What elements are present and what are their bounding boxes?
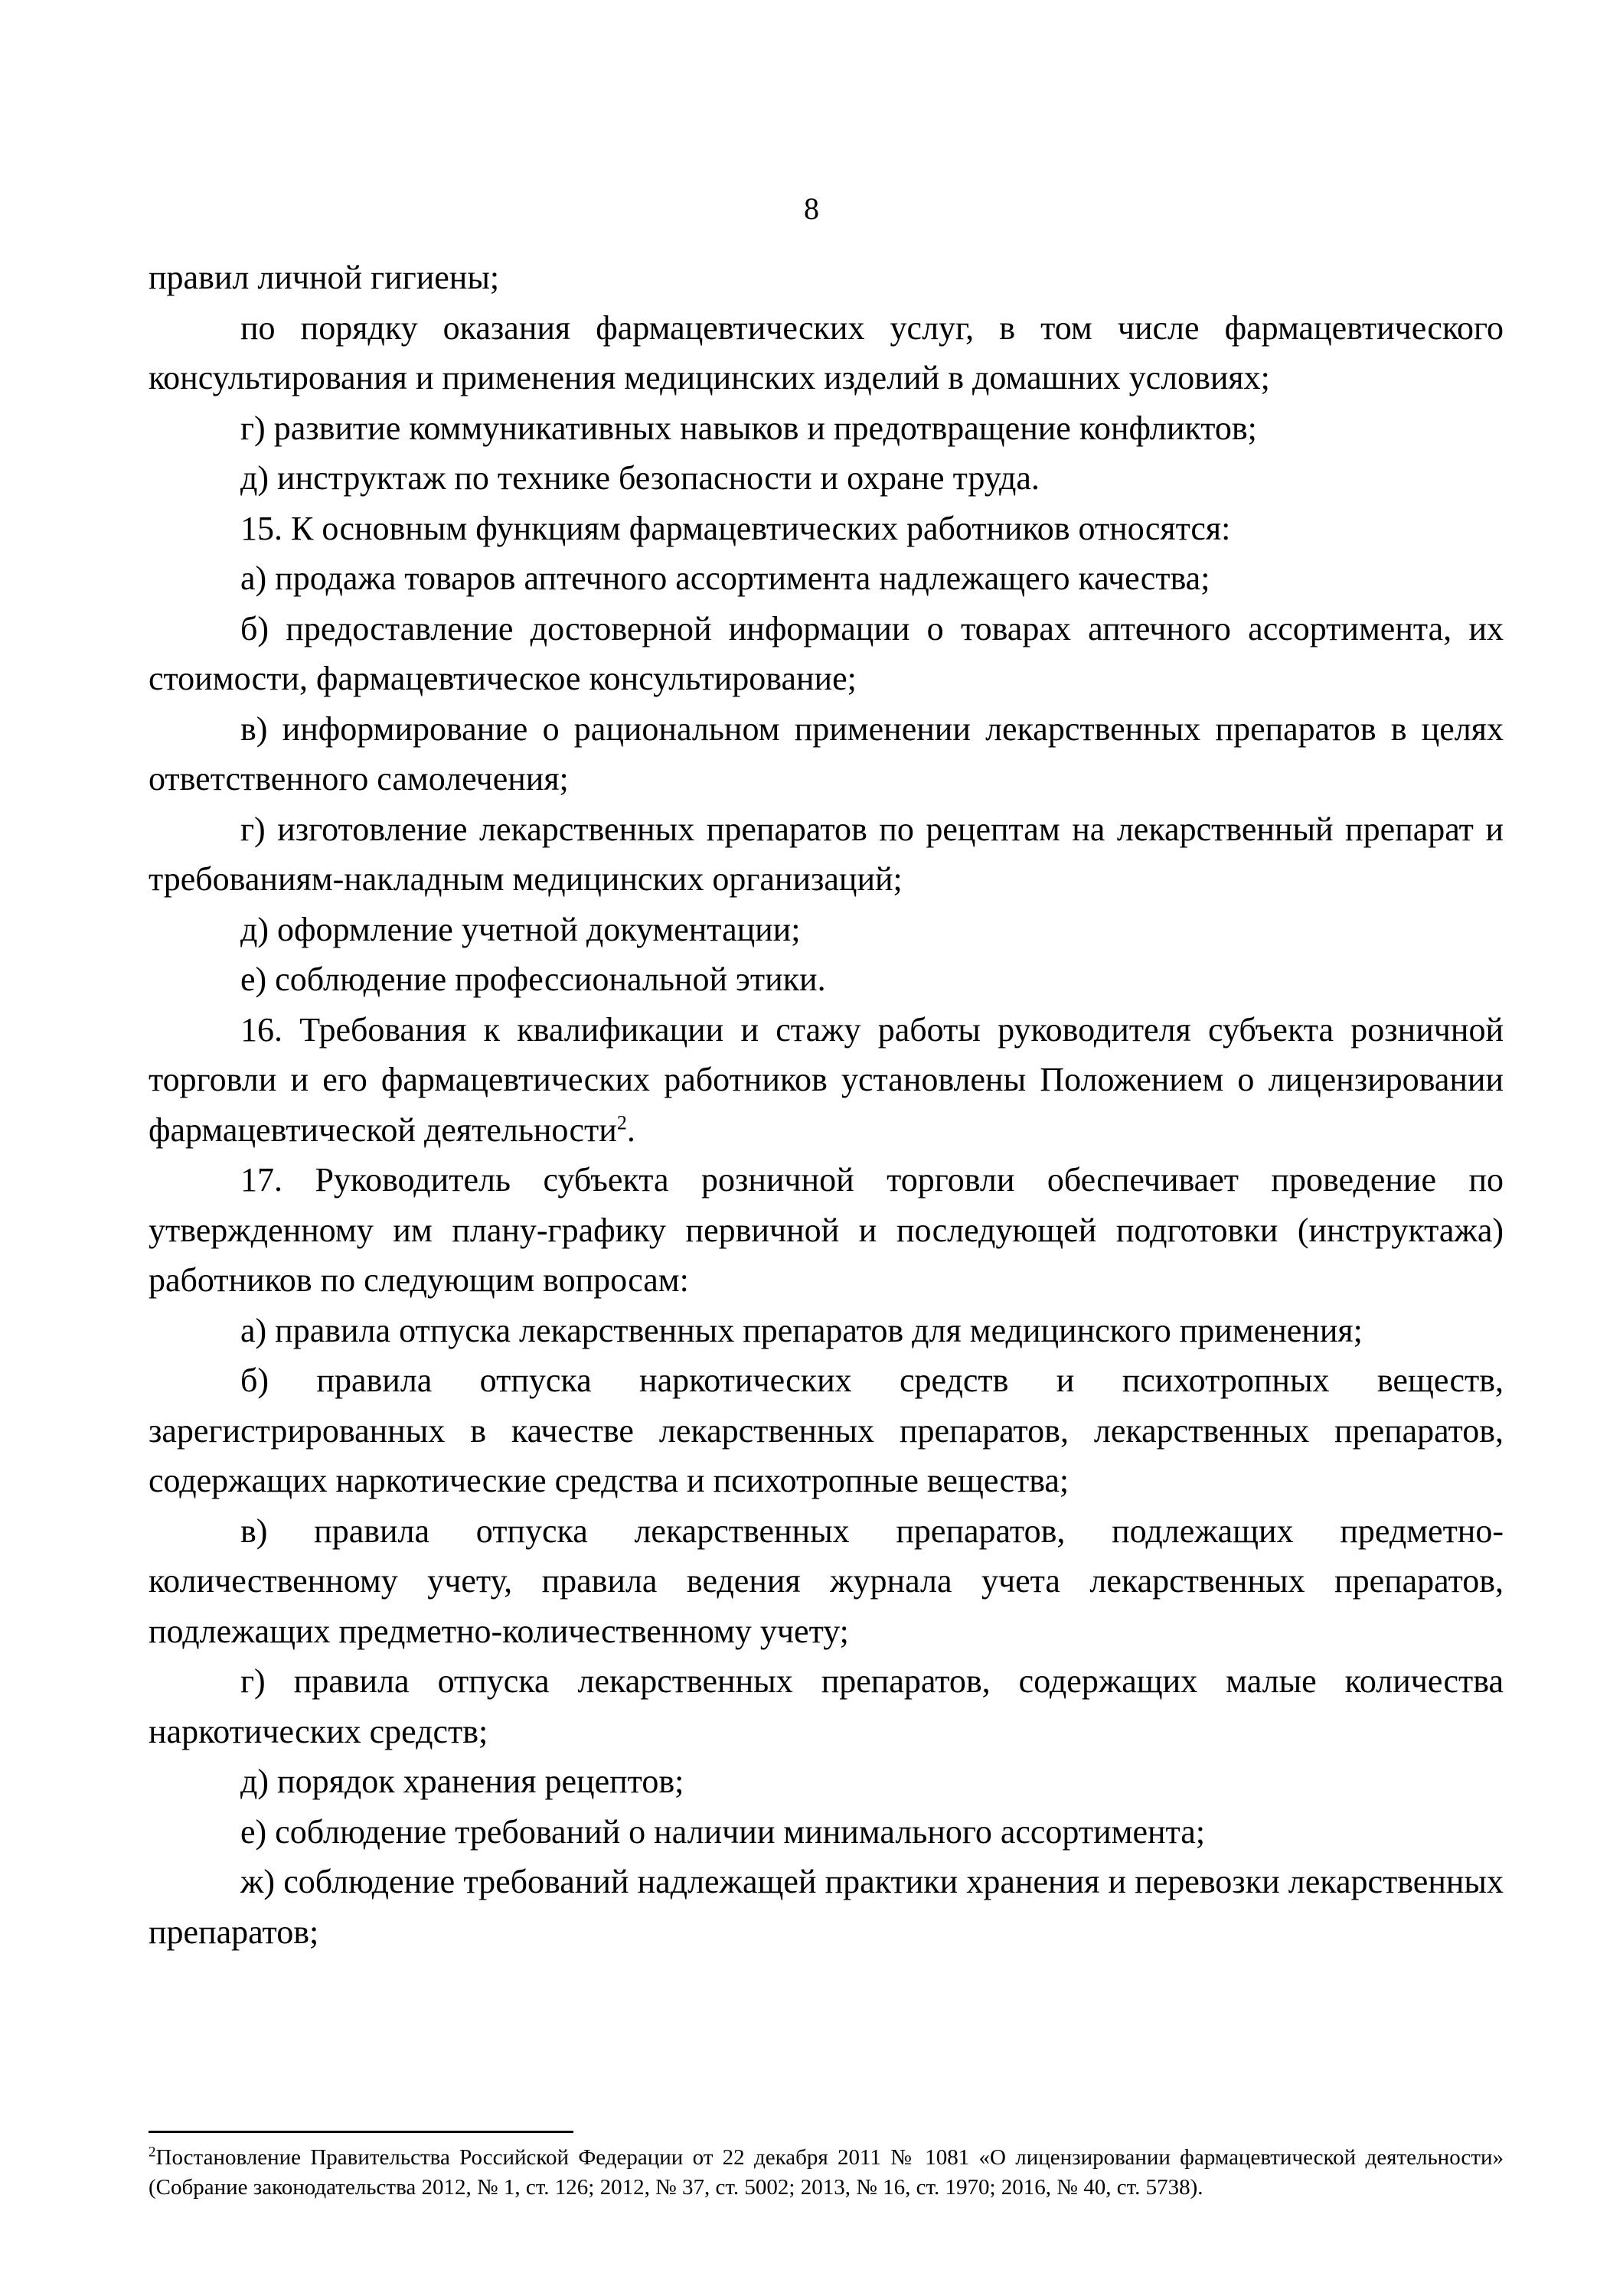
page-number: 8 bbox=[804, 191, 819, 226]
footnote-text: Постановление Правительства Российской Федерации от 22 декабря 2011 № 1081 «О лицензировании фармацевтической деятельности» (Собрание законодательства 2012, № 1, ст. 126; 2012, № 37, ст. 5002; 2013, № 16, ст. 1970; 2016, № 40, ст. 5738). bbox=[149, 2145, 1504, 2200]
document-body bbox=[149, 253, 1504, 1957]
paragraph-section-15: 15. К основным функциям фармацевтических работников относятся: bbox=[240, 509, 1231, 547]
paragraph: правил личной гигиены; bbox=[149, 259, 500, 296]
paragraph: а) правила отпуска лекарственных препаратов для медицинского применения; bbox=[240, 1311, 1363, 1349]
paragraph: г) изготовление лекарственных препаратов по рецептам на лекарственный препарат и требованиям-накладным медицинских организаций; bbox=[149, 810, 1504, 898]
paragraph: в) правила отпуска лекарственных препаратов, подлежащих предметно-количественному учету, правила ведения журнала учета лекарственных препаратов, подлежащих предметно-количественному учету; bbox=[149, 1512, 1504, 1650]
paragraph: б) правила отпуска наркотических средств и психотропных веществ, зарегистрированных в качестве лекарственных препаратов, лекарственных препаратов, содержащих наркотические средства и психотропные вещества; bbox=[149, 1362, 1504, 1499]
paragraph: е) соблюдение профессиональной этики. bbox=[240, 960, 826, 998]
paragraph: е) соблюдение требований о наличии минимального ассортимента; bbox=[240, 1812, 1206, 1851]
footnote-reference-punctuation: . bbox=[626, 1110, 635, 1149]
footnote bbox=[149, 2143, 1504, 2203]
footnote-mark: 2 bbox=[149, 2144, 156, 2161]
paragraph-text: 16. Требования к квалификации и стажу работы руководителя субъекта розничной торговли и его фармацевтических работников установлены Положением о лицензировании фармацевтической деятельности bbox=[149, 1010, 1504, 1149]
paragraph: ж) соблюдение требований надлежащей практики хранения и перевозки лекарственных препаратов; bbox=[149, 1863, 1504, 1951]
footnote-divider bbox=[149, 2131, 573, 2133]
paragraph: д) порядок хранения рецептов; bbox=[240, 1763, 684, 1800]
paragraph: а) продажа товаров аптечного ассортимента надлежащего качества; bbox=[240, 559, 1210, 597]
paragraph: в) информирование о рациональном применении лекарственных препаратов в целях ответственного самолечения; bbox=[149, 709, 1504, 797]
paragraph: г) развитие коммуникативных навыков и предотвращение конфликтов; bbox=[240, 409, 1257, 447]
paragraph: д) оформление учетной документации; bbox=[240, 910, 801, 948]
paragraph: г) правила отпуска лекарственных препаратов, содержащих малые количества наркотических средств; bbox=[149, 1662, 1504, 1750]
paragraph-section-17: 17. Руководитель субъекта розничной торговли обеспечивает проведение по утвержденному им плану-графику первичной и последующей подготовки (инструктажа) работников по следующим вопросам: bbox=[149, 1161, 1504, 1299]
paragraph: по порядку оказания фармацевтических услуг, в том числе фармацевтического консультирования и применения медицинских изделий в домашних условиях; bbox=[149, 308, 1504, 396]
footnote-reference[interactable]: 2 bbox=[616, 1110, 627, 1133]
paragraph: б) предоставление достоверной информации о товарах аптечного ассортимента, их стоимости, фармацевтическое консультирование; bbox=[149, 609, 1504, 697]
paragraph-section-16 bbox=[149, 1005, 1504, 1156]
paragraph: д) инструктаж по технике безопасности и охране труда. bbox=[240, 459, 1040, 497]
